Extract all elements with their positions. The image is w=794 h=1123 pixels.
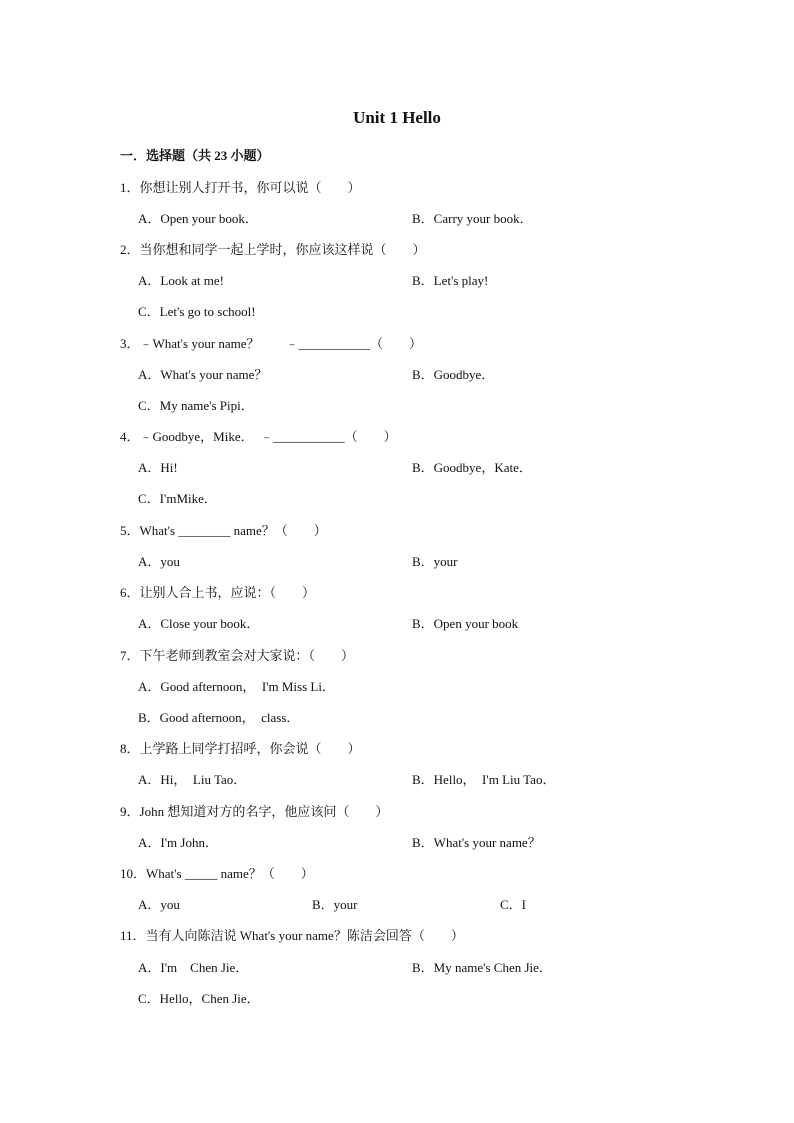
question-11: 11．当有人向陈洁说 What's your name？陈洁会回答（ ） <box>120 928 464 943</box>
question-2: 2．当你想和同学一起上学时，你应该这样说（ ） <box>120 242 426 257</box>
section-heading: 一．选择题（共 23 小题） <box>120 148 270 163</box>
question-9: 9．John 想知道对方的名字，他应该问（ ） <box>120 804 389 819</box>
q2-option-a: A．Look at me! <box>138 273 224 288</box>
q7-option-a: A．Good afternoon， I'm Miss Li． <box>138 679 335 694</box>
q2-option-b: B．Let's play! <box>412 273 489 288</box>
question-4: 4．﹣Goodbye，Mike． ﹣___________（ ） <box>120 429 397 444</box>
q1-option-b: B．Carry your book． <box>412 211 533 226</box>
question-10: 10．What's _____ name？（ ） <box>120 866 314 881</box>
q8-option-b: B．Hello， I'm Liu Tao． <box>412 772 556 787</box>
q4-option-a: A．Hi! <box>138 460 178 475</box>
question-6: 6．让别人合上书，应说：（ ） <box>120 585 316 600</box>
q10-option-b: B．your <box>312 897 358 912</box>
question-1: 1．你想让别人打开书，你可以说（ ） <box>120 180 361 195</box>
q10-option-a: A．you <box>138 897 180 912</box>
q4-option-c: C．I'mMike． <box>138 491 217 506</box>
q9-option-b: B．What's your name？ <box>412 835 541 850</box>
question-5: 5．What's ________ name？（ ） <box>120 523 327 538</box>
q3-option-b: B．Goodbye． <box>412 367 495 382</box>
q5-option-a: A．you <box>138 554 180 569</box>
q8-option-a: A．Hi， Liu Tao． <box>138 772 247 787</box>
q10-option-c: C．I <box>500 897 527 912</box>
q3-option-c: C．My name's Pipi． <box>138 398 254 413</box>
q7-option-b: B．Good afternoon， class． <box>138 710 300 725</box>
q3-option-a: A．What's your name？ <box>138 367 268 382</box>
q6-option-a: A．Close your book． <box>138 616 260 631</box>
question-7: 7．下午老师到教室会对大家说：（ ） <box>120 648 355 663</box>
q11-option-b: B．My name's Chen Jie． <box>412 960 552 975</box>
q6-option-b: B．Open your book <box>412 616 519 631</box>
q11-option-a: A．I'm Chen Jie． <box>138 960 249 975</box>
q1-option-a: A．Open your book． <box>138 211 258 226</box>
question-8: 8．上学路上同学打招呼，你会说（ ） <box>120 741 361 756</box>
q5-option-b: B．your <box>412 554 458 569</box>
q2-option-c: C．Let's go to school! <box>138 304 256 319</box>
page-title: Unit 1 Hello <box>353 108 441 127</box>
question-3: 3．﹣What's your name？ ﹣___________（ ） <box>120 336 423 351</box>
q11-option-c: C．Hello，Chen Jie． <box>138 991 260 1006</box>
q9-option-a: A．I'm John． <box>138 835 218 850</box>
q4-option-b: B．Goodbye，Kate． <box>412 460 532 475</box>
